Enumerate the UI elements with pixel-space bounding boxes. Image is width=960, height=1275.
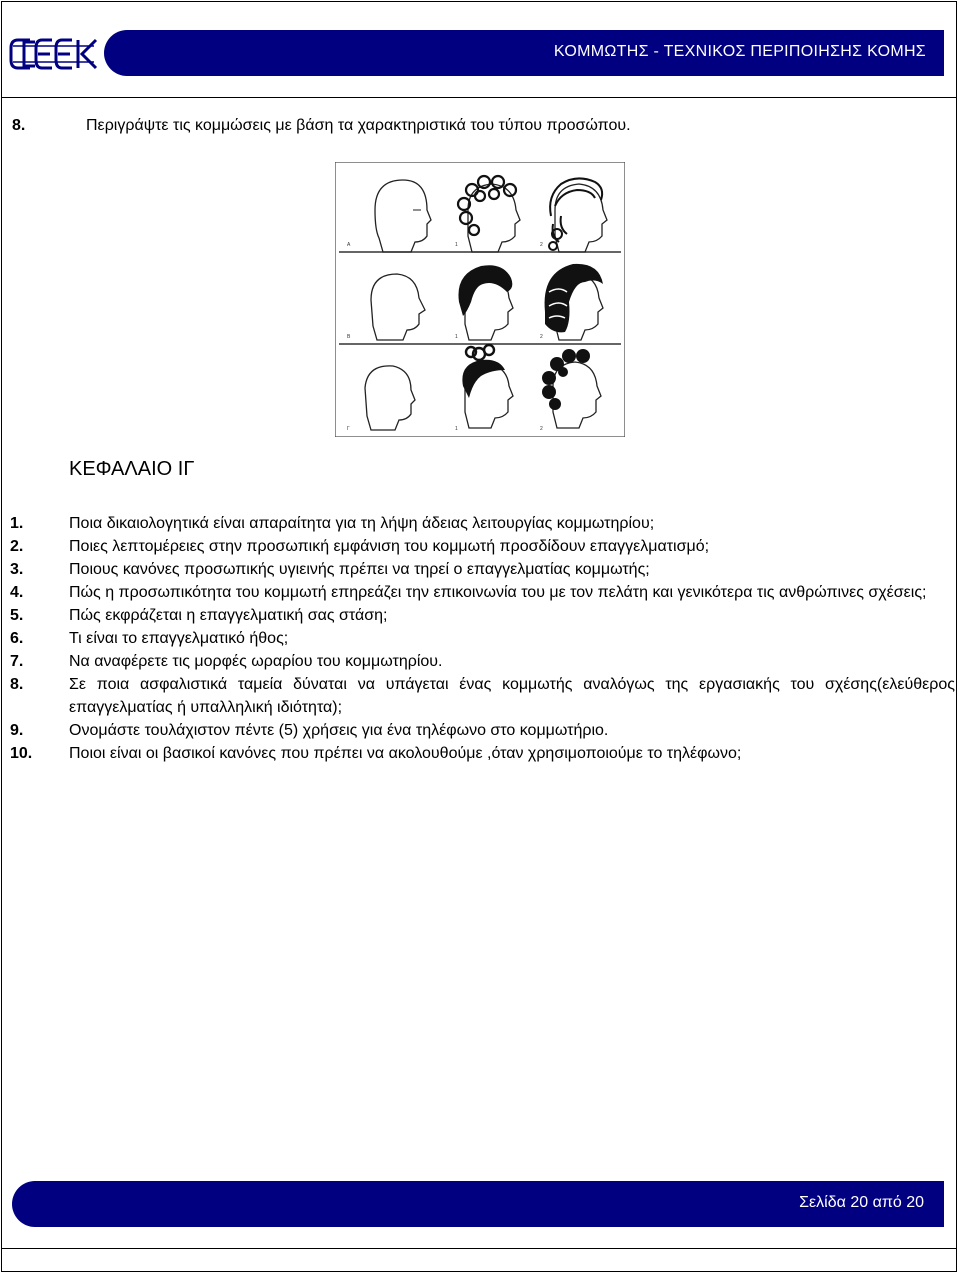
row-b-label-1: 1 bbox=[455, 334, 458, 340]
question-number: 6. bbox=[10, 630, 24, 647]
list-item bbox=[10, 512, 955, 535]
question-number: 10. bbox=[10, 745, 33, 762]
question-number: 1. bbox=[10, 515, 24, 532]
footer-bar bbox=[12, 1181, 944, 1227]
question-number: 7. bbox=[10, 653, 24, 670]
header-divider bbox=[1, 97, 957, 98]
question-text: Τι είναι το επαγγελματικό ήθος; bbox=[69, 630, 289, 647]
row-b-label: Β bbox=[347, 334, 351, 340]
question-text: Ποιους κανόνες προσωπικής υγιεινής πρέπει να τηρεί ο επαγγελματίας κομμωτής; bbox=[69, 561, 650, 578]
question-list bbox=[10, 512, 955, 765]
section-number: 8. bbox=[12, 117, 26, 134]
header-bar bbox=[104, 30, 944, 76]
question-text: Ποια δικαιολογητικά είναι απαραίτητα για τη λήψη άδειας λειτουργίας κομμωτηρίου; bbox=[69, 515, 655, 532]
list-item bbox=[10, 650, 955, 673]
question-text: Ποιοι είναι οι βασικοί κανόνες που πρέπει να ακολουθούμε ,όταν χρησιμοποιούμε το τηλέφωνο; bbox=[69, 745, 742, 762]
list-item bbox=[10, 535, 955, 558]
question-text: Πώς η προσωπικότητα του κομμωτή επηρεάζει την επικοινωνία του με τον πελάτη και γενικότερα τις ανθρώπινες σχέσεις; bbox=[69, 584, 927, 601]
row-c-label-1: 1 bbox=[455, 426, 458, 432]
row-b-label-2: 2 bbox=[540, 334, 543, 340]
list-item bbox=[10, 558, 955, 581]
hairstyle-figure bbox=[335, 162, 625, 437]
chapter-title: ΚΕΦΑΛΑΙΟ ΙΓ bbox=[69, 458, 195, 480]
header-title: ΚΟΜΜΩΤΗΣ - ΤΕΧΝΙΚΟΣ ΠΕΡΙΠΟΙΗΣΗΣ ΚΟΜΗΣ bbox=[553, 43, 926, 60]
question-number: 9. bbox=[10, 722, 24, 739]
question-text: Σε ποια ασφαλιστικά ταμεία δύναται να υπάγεται ένας κομμωτής αναλόγως της εργασιακής του σχέσης(ελεύθερος επαγγελματίας ή υπαλληλική ιδιότητα); bbox=[69, 676, 955, 716]
row-a-label-1: 1 bbox=[455, 242, 458, 248]
list-item bbox=[10, 627, 955, 650]
question-number: 4. bbox=[10, 584, 24, 601]
row-c-label: Γ bbox=[347, 426, 350, 432]
list-item bbox=[10, 581, 955, 604]
question-text: Ποιες λεπτομέρειες στην προσωπική εμφάνιση του κομμωτή προσδίδουν επαγγελματισμό; bbox=[69, 538, 710, 555]
question-number: 2. bbox=[10, 538, 24, 555]
row-a-label-2: 2 bbox=[540, 242, 543, 248]
question-text: Ονομάστε τουλάχιστον πέντε (5) χρήσεις για ένα τηλέφωνο στο κομμωτήριο. bbox=[69, 722, 609, 739]
question-text: Να αναφέρετε τις μορφές ωραρίου του κομμωτηρίου. bbox=[69, 653, 443, 670]
ceek-logo bbox=[8, 36, 100, 72]
list-item bbox=[10, 719, 955, 742]
footer-divider bbox=[1, 1248, 957, 1249]
row-a-label: Α bbox=[347, 242, 351, 248]
list-item bbox=[10, 673, 955, 719]
row-c-label-2: 2 bbox=[540, 426, 543, 432]
section-text: Περιγράψτε τις κομμώσεις με βάση τα χαρακτηριστικά του τύπου προσώπου. bbox=[86, 117, 631, 134]
question-number: 3. bbox=[10, 561, 24, 578]
list-item bbox=[10, 742, 955, 765]
page-number: Σελίδα 20 από 20 bbox=[799, 1194, 924, 1211]
question-text: Πώς εκφράζεται η επαγγελματική σας στάση; bbox=[69, 607, 388, 624]
section-heading bbox=[12, 117, 631, 135]
question-number: 8. bbox=[10, 676, 24, 693]
list-item bbox=[10, 604, 955, 627]
question-number: 5. bbox=[10, 607, 24, 624]
